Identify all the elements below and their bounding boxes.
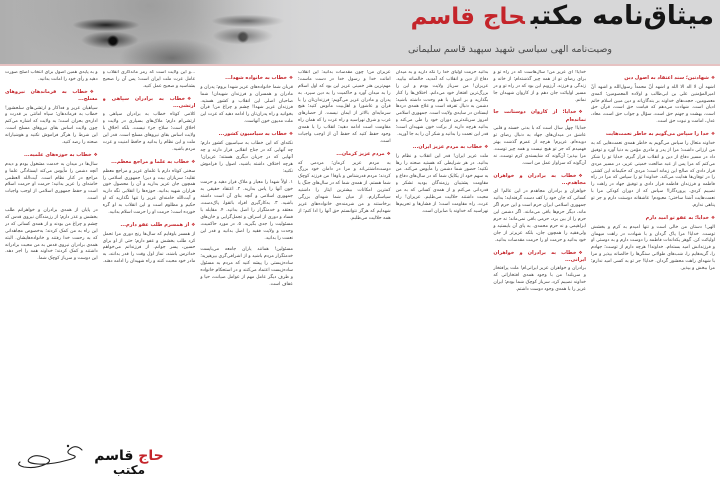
section-heading <box>103 159 196 166</box>
section-heading <box>493 173 586 187</box>
section-heading-text: خدایا؛ به عفو تو امید دارم <box>645 214 709 221</box>
section-marker-icon: ❖ <box>187 96 196 102</box>
section-marker-icon: ❖ <box>578 110 586 116</box>
section-heading-text: شهادتین؛ سند اعتقاد به اصول دین <box>624 75 709 81</box>
section-heading <box>103 96 196 110</box>
section-heading-text: خطاب به علما و مراجع معظم... <box>111 158 190 165</box>
section-marker-icon: ❖ <box>710 76 715 81</box>
signature-icon <box>16 442 88 472</box>
body-paragraph: از همسر باوفایم که سال‌ها رنج دوری مرا تحمل کرد طلب بخشش و عفو دارم؛ حتی از او برای حسین، پسر جوانم. از فرزندانم می‌خواهم خداترس باشند، نماز اول وقت را قدر بدانند، به مادر خود محبت کنند و راه شهیدان را ادامه دهند. <box>102 231 196 265</box>
section-marker-icon: ❖ <box>710 132 715 138</box>
body-paragraph: ۱. اولاً شهدا را معیار و ملاک قرار دهید و حرمت خون آنها را پاس بدارید. ۲. اعتقاد حقیقی به جمهوری اسلامی و آنچه بنای آن است داشته باشید. ۳. به‌کارگیری افراد باتقوا، پاک‌دست، معتقد و خدمتگزار را اصل بدانید. ۴. مقابله با فساد و دوری از اسراف و تجمل‌گرایی و خان‌های مسئولیت را جدی بگیرید. ۵. در مورد حاکمیت، وحدت و ولایت فقیه را اصل بدانید و قدر این نعمت را بدانید. <box>200 180 293 241</box>
section-heading <box>200 131 293 138</box>
section-heading-text: خطاب به برادران و خواهران ایرانی... <box>493 249 586 263</box>
body-paragraph: به مردم عزیز کرمان؛ مردمی که دوست‌داشتنی‌اند و مرا در دامان خود بزرگ کردند؛ مردم قدرشناس و باوفا! من فرزند کوچک شما هستم. از همه‌ی شما که در سال‌های جنگ با کمترین امکانات بیشترین ایثار را داشتید سپاسگزارم. از میان شما شهدای بزرگی برخاستند و من شرمنده‌ی خانواده‌های عزیز شهدایم که هرگز نتوانستم حق آنها را ادا کنم؛ از همه حلالیت می‌طلبم. <box>297 160 391 221</box>
section-heading <box>591 215 715 222</box>
body-paragraph: قربان شما خانواده‌های عزیز شهدا بروم؛ پدران و مادران و همسران و فرزندان شهیدان! شما صاحبان اصلی این انقلاب و کشور هستید. فرزندان عزیز شهدا! چشم و چراغ من! قرآن بخوانید و راه پدران‌تان را ادامه دهید که عزت این ملت مدیون خون آنهاست. <box>200 84 293 125</box>
testament-columns <box>5 70 715 477</box>
section-heading <box>396 144 489 151</box>
section-heading <box>5 89 98 103</box>
body-paragraph: برادران و خواهران عزیز ایرانی‌ام! ملت پرافتخار و سربلند! من با وجود همه‌ی افتخاراتی که خداوند نصیبم کرد، سرباز کوچک شما بودم؛ ایران عزیز را با همه‌ی وجود دوست داشتم. <box>493 266 586 292</box>
text-column-1 <box>591 70 715 474</box>
logo-word-qasem: قاسم <box>94 448 139 464</box>
body-paragraph: بدانید حرمت اولیای خدا را نگه دارید و به میدان دفاع از دین و انقلاب که آمدید، خالصانه بیایید. عزیزان! من سرباز ولایت بودم و این را بزرگ‌ترین افتخار خود می‌دانم. اختلاف‌ها را کنار بگذارید و بر اصول با هم وحدت داشته باشید؛ دشمن به دنبال تفرقه است و علاج همه‌ی دردها ایستادن در سایه‌ی ولایت است. جمهوری اسلامی امروز سربلندترین دوران خود را طی می‌کند و بدانید هرچه دارید از برکت خون شهیدان است؛ قدر این نعمت را بدانید و شکر آن را به جا آورید. <box>395 70 489 138</box>
header-divider-rule <box>0 64 720 66</box>
section-marker-icon: ❖ <box>288 132 293 138</box>
body-paragraph: اشهد أن لا اله الا الله و اشهد أنّ محمداً رسول‌الله و اشهد أنّ امیرالمؤمنین علی بن ابی‌طالب و اولاده المعصومین؛ ائمه‌ی معصومین، حجت‌های خداوند بر بندگان‌اند و دین مبین اسلام خاتم ادیان است. شهادت می‌دهم که قیامت حق است، قرآن حق است، بهشت و جهنم حق است، سؤال و جواب حق است، معاد، عدل، امامت و نبوت حق است. <box>591 84 715 125</box>
body-paragraph: سپاهیان عزیز و فداکار و ارتشی‌های سلحشور! خطاب به فرماندهان؛ سپاه امانتی بر قدرت و اداره‌ی بحران است؛ به ولایت که اشاره می‌کنم چون ولایت اساس بقای نیروهای مسلح است. این شرط را هرگز فراموش نکنید و هوشیارانه صحنه را رصد کنید. <box>5 105 98 146</box>
text-column-6 <box>103 70 196 474</box>
section-marker-icon: ❖ <box>93 152 98 158</box>
section-marker-icon: ❖ <box>191 222 196 228</box>
page-title-main: میثاق‌نامه مکتب <box>530 1 714 31</box>
section-heading <box>493 250 586 264</box>
section-marker-icon: ❖ <box>288 76 293 81</box>
section-heading-text: خدا را سپاس می‌گویم به خاطر نعمت‌هایت <box>605 131 709 138</box>
page-title-accent: حاج قاسم <box>410 4 525 30</box>
body-paragraph: الهی! دستان من خالی است و تنها امیدم به کرم و بخشش توست. خدایا! مرا پاک گردان و با شهادت در راهت میهمان اولیائت کن. گوهر یکدانه‌ات فاطمه را دوست دارم و به دوستی او و فرزندانش امید بسته‌ام. خداوندا! هرچه دارم از توست؛ جهادم را، گریه‌هایم را، شب‌های طولانی سنگرها را خالصانه بپذیر و مرا با شهدای راهت محشور گردان. خدایا! جز تو به کسی امید ندارم؛ مرا ببخش و بپذیر. <box>591 224 715 271</box>
body-paragraph: خداوند متعال را سپاس می‌گویم به خاطر همه‌ی نعمت‌هایی که به من ارزانی داشت؛ مرا از پدر و مادری مؤمن به دنیا آورد و توفیق داد در مسیر دفاع از دین و انقلاب قرار گیرم. خدایا تو را شکر می‌کنم که مرا پس از عبد صالحت خمینی عزیز، در مسیر مردی قرار دادی که صالح این زمانه است؛ مردی که حکیمانه این کشتی را در توفان‌ها هدایت می‌کند. خداوندا تو را سپاس که مرا در راه فاطمه و فرزندان فاطمه قرار دادی و توفیق جهاد در راهت را نصیبم کردی. پروردگارا! سپاس که از دوران کودکی مرا با نعمت‌هایت آشنا ساختی؛ معبودم! عاشقانه دوستت دارم و جز تو پناهی ندارم. <box>591 140 715 208</box>
body-paragraph: خدایا! ای عزیز من! سال‌هاست که در راه تو و برای رضای تو از همه چیز گذشته‌ام؛ از خانه و زندگی و فرزند. آرزویم این بود که در راه تو و در مسیر اولیائت جان دهم و از کاروان شهیدان جا نمانم. <box>493 70 586 103</box>
text-column-2 <box>493 70 586 474</box>
text-column-5 <box>200 70 293 474</box>
body-paragraph: مسئولین! همانند یاران جامعه می‌بایست خدمتگزار مردم باشید و از اشرافی‌گری بپرهیزید؛ ساده‌زیستی را پیشه کنید که مردم به مسئول ساده‌زیست اعتماد می‌کنند و در استحکام خانواده و طرف دیگر عامل مهم از عوامل صیانت، حیا و عفاف است. <box>200 247 293 287</box>
portrait-fade-overlay <box>0 0 350 64</box>
masthead-title <box>411 1 714 31</box>
section-heading-text: خطاب به مردم عزیز ایران... <box>412 143 483 150</box>
section-heading-text: خطاب به خانواده شهدا... <box>225 75 287 81</box>
body-paragraph: خواهران و برادران مجاهدم در این عالم! ای کسانی که جان خود را کف دست گرفته‌اید؛ بدانید جمهوری اسلامی ایران حرم است و این حرم اگر ماند، دیگر حرم‌ها باقی می‌مانند. اگر دشمن این حرم را از بین برد، حرمی باقی نمی‌ماند؛ نه حرم ابراهیمی و نه حرم محمدی. به پای آن بایستید و ولی‌فقیه را همچون جان، بلکه عزیزتر از جان خود بدانید و حرمت او را حرمت مقدسات بدانید. <box>493 189 586 243</box>
section-heading-text: خطاب به حوزه‌های علمیه... <box>24 151 92 158</box>
section-marker-icon: ❖ <box>578 250 586 256</box>
text-column-7 <box>5 70 98 474</box>
body-paragraph: کلامی کوتاه خطاب به برادران سپاهی و ارتشی‌ام دارم؛ ملاک‌های بسیاری در ولایت و اخلاق است؛ سلاح جزء نیست، بلکه اخلاقِ با ولایت اساس بقای نیروهای مسلح است. قدر این ملت و این نظام را بدانید و حافظ امنیت و عزت مردم باشید. <box>102 112 196 152</box>
section-heading-text: خطاب به برادران سپاهی و ارتشی... <box>102 95 196 109</box>
section-heading-text: خدایا؛ از کاروان دوستانت جا نمانده‌ام <box>493 109 586 123</box>
section-marker-icon: ❖ <box>386 151 391 157</box>
body-paragraph: عزیزان من! چون مقدسات بدانید: این انقلاب امانت خدا و رسول خدا در دست ماست؛ مهم‌ترین هنر خمینی عزیز این بود که اول اسلام را به میدان آورد و حاکمیت را به دین سپرد. به پدران و مادران عزیز می‌گویم: فرزندان‌تان را با قرآن و عاشورا و اهل‌بیت مأنوس کنید؛ هیچ سرمایه‌ای بالاتر از ایمان نیست. از حصارهای غرب و شرق نهراسید و راه عزت را که همان راه مقاومت است ادامه دهید؛ انقلاب را با همه‌ی وجود حفظ کنید که حفظ آن از اوجب واجبات است. <box>297 70 391 144</box>
maktab-haj-qasem-logo <box>94 449 164 476</box>
section-marker-icon: ❖ <box>89 89 98 95</box>
body-paragraph: سخنی کوتاه دارم با علمای عزیز و مراجع معظم تقلید؛ سربازان بیت و دین! جمهوری اسلامی را همچون جان عزیز بدارید و آن را محصول خون هزاران شهید بدانید. حوزه‌ها را انقلابی نگه دارید و آیت‌الله خامنه‌ای عزیز را تنها نگذارید که او حکیم و مظلوم است و این انقلاب به او گره خورده است؛ حرمت او را حرمت اسلام بدانید. <box>102 168 196 215</box>
section-heading <box>103 222 196 229</box>
section-heading-text: خطاب به برادران و خواهران مجاهدم... <box>493 172 586 186</box>
section-marker-icon: ❖ <box>578 173 586 179</box>
logo-line-2: مکتب <box>112 463 145 477</box>
section-marker-icon: ❖ <box>484 144 489 150</box>
body-paragraph: نکته‌ای که این خطاب به سیاسیون کشور دارم؛ چه آنهایی که در جناح انقلابی قرار دارند و چه آنهایی که در جریان دیگری هستند؛ عزیزان! هرچه اختلاف داشته باشید، اصول را فراموش نکنید: <box>200 140 293 174</box>
body-paragraph: خدایا! چهل سال است که با بدنی خسته و قلبی عاشق در میدان‌های جهاد به دنبال رضای تو دویده‌ام. عزیزم! هرچه از عمرم گذشت بهتر فهمیدم که جز تو هیچ نیست و همه چیز توست. مرا بپذیر؛ آن‌گونه که شایسته‌ی کرم توست، نه آن‌گونه که سزاوار عمل من است. <box>493 126 586 166</box>
masthead-header <box>0 0 720 64</box>
section-heading-text: خطاب به سیاسیون کشور... <box>218 131 287 138</box>
body-paragraph: ملت عزیز ایران! قدر این انقلاب و نظام را بدانید. در هر شرایطی که هستید صحنه را رها نکنید؛ حضور شما دشمن را مأیوس می‌کند. من به سهم خود از یکایک شما که در سال‌های دفاع و مقاومت پشتیبان رزمندگان بودید تشکر و قدردانی می‌کنم و از همه‌ی کسانی که به من محبت داشتند حلالیت می‌طلبم. عزیزان! راه عزت، راه مقاومت است؛ از فشارها و تحریم‌ها نهراسید که خداوند با صابران است. <box>395 153 489 214</box>
section-heading <box>298 151 391 158</box>
body-paragraph: ...و این ولایت است که رمز ماندگاری انقلاب و عامل عزت ملت ایران است؛ پس آن را صحیح بشناسید و صحیح عمل کنید. <box>102 70 196 89</box>
logo-word-haj: حاج <box>138 448 164 464</box>
body-paragraph: در پایان از همه‌ی برادران و خواهرانم طلب بخشش و عذر دارم؛ از رزمندگان نیروی قدس که چشم و چراغ من بودند و از همه‌ی کسانی که در این راه به من کمک کردند؛ به‌خصوص مجاهدانی که به رحمت خدا رفتند و خانواده‌هایشان. البته همه‌ی برادران نیروی قدس به من محبت برادرانه داشتند و کمک کردند؛ خداوند همه را اجر دهد. این دوست و سرباز کوچک شما. <box>5 208 98 262</box>
section-heading <box>493 109 586 123</box>
section-heading <box>591 131 715 138</box>
section-heading <box>591 75 715 82</box>
body-paragraph: سال‌ها در میدان به خدمت مشغول بودم و دیدم آنچه دشمن را مأیوس می‌کند ایستادگی علما و مراجع در کنار نظام است. آیت‌الله العظمی خامنه‌ای را عزیز بدانید؛ حرمت او حرمت اسلام است و حفظ جمهوری اسلامی از اوجب واجبات است. <box>5 161 98 202</box>
section-heading-text: مردم عزیز کرمان... <box>336 150 385 157</box>
page-subtitle: وصیت‌نامه الهی سیاسی شهید سپهبد قاسم سلیمانی <box>407 44 612 55</box>
section-marker-icon: ❖ <box>191 159 196 165</box>
section-heading-text: از همسرم طلب عفو دارم... <box>120 221 190 228</box>
text-column-4 <box>298 70 391 474</box>
body-paragraph: و به پایه‌ی همین اصول برای انتخاب اصلح صورت دهید و رأی خود را امانت بدانید. <box>5 70 98 82</box>
section-heading <box>200 75 293 82</box>
logo-line-1 <box>94 449 164 463</box>
text-column-3 <box>396 70 489 474</box>
section-heading <box>5 152 98 159</box>
section-heading-text: خطاب به فرماندهان نیروهای مسلح... <box>5 88 98 103</box>
section-marker-icon: ❖ <box>710 215 715 221</box>
